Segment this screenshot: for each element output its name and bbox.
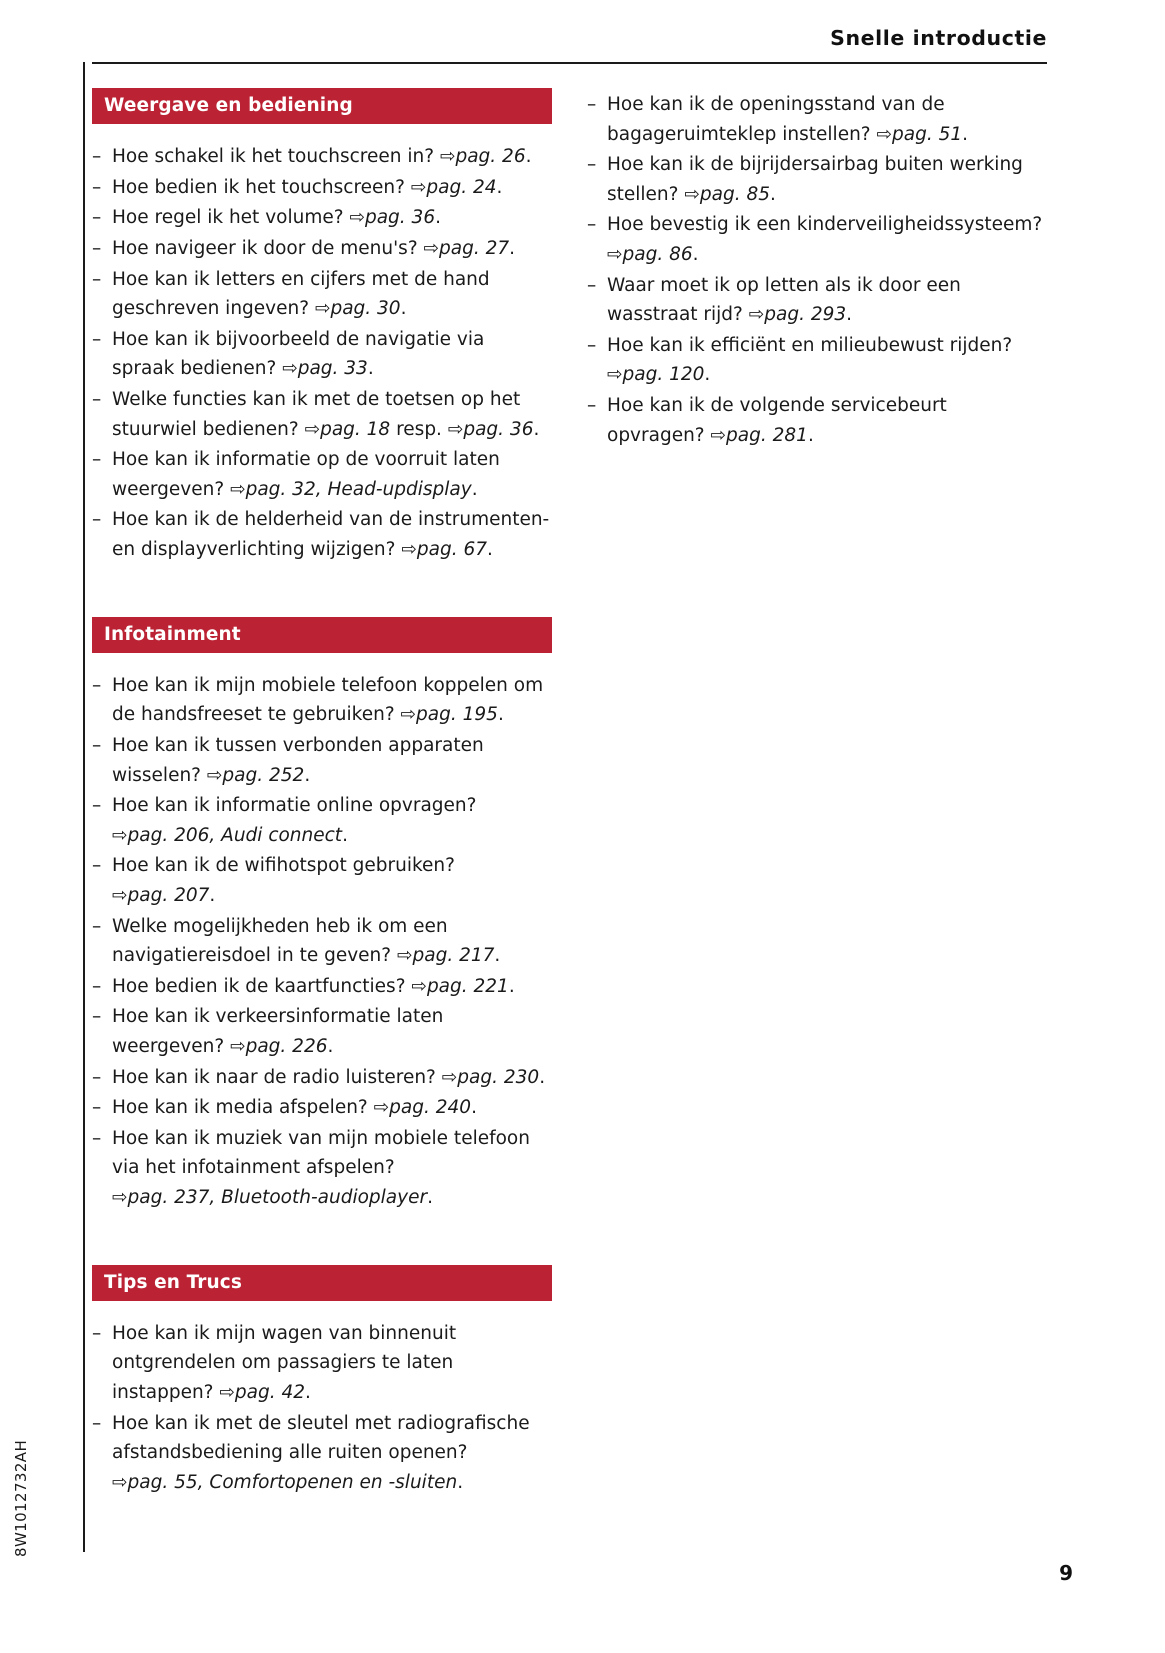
bullet-dash: – bbox=[92, 855, 102, 877]
sentence-terminator: . bbox=[770, 183, 776, 205]
list-item bbox=[92, 791, 552, 850]
page-reference-text: pag. 18 bbox=[320, 418, 391, 440]
section-heading: Tips en Trucs bbox=[92, 1265, 552, 1301]
reference-arrow-icon: ⇨ bbox=[607, 243, 623, 265]
page-reference-link[interactable] bbox=[607, 364, 704, 385]
left-margin-rule bbox=[83, 62, 85, 1552]
sentence-terminator: . bbox=[427, 1186, 433, 1208]
sentence-terminator: . bbox=[471, 1097, 477, 1119]
section-right-continuation bbox=[587, 90, 1047, 450]
question-text: Hoe kan ik naar de radio luisteren? bbox=[112, 1066, 436, 1088]
question-text: Hoe bedien ik de kaartfuncties? bbox=[112, 975, 406, 997]
list-item bbox=[587, 331, 1047, 390]
reference-arrow-icon: ⇨ bbox=[876, 123, 893, 145]
reference-arrow-icon: ⇨ bbox=[314, 298, 331, 320]
reference-arrow-icon: ⇨ bbox=[441, 1066, 458, 1088]
question-text: Hoe bedien ik het touchscreen? bbox=[112, 176, 405, 198]
sentence-terminator: . bbox=[509, 238, 516, 260]
sentence-terminator: . bbox=[400, 298, 407, 320]
page-reference-text: pag. 195 bbox=[416, 704, 498, 726]
reference-arrow-icon: ⇨ bbox=[112, 824, 128, 846]
list-item bbox=[587, 271, 1047, 330]
page-reference-text: pag. 281 bbox=[726, 424, 808, 446]
sentence-terminator: . bbox=[962, 123, 969, 145]
page-reference-text: pag. 33 bbox=[297, 358, 368, 380]
sentence-terminator: . bbox=[457, 1471, 464, 1493]
bullet-dash: – bbox=[92, 328, 102, 350]
page-reference-link[interactable] bbox=[401, 704, 498, 725]
question-list bbox=[92, 671, 552, 1213]
list-item bbox=[587, 90, 1047, 149]
bullet-dash: – bbox=[92, 509, 102, 531]
page-reference-text: pag. 51 bbox=[892, 123, 963, 145]
sentence-terminator: . bbox=[533, 418, 540, 440]
bullet-dash: – bbox=[92, 207, 102, 229]
page-reference-text: pag. 85 bbox=[699, 183, 771, 205]
reference-arrow-icon: ⇨ bbox=[112, 1186, 128, 1208]
list-item bbox=[587, 150, 1047, 209]
list-item bbox=[92, 173, 552, 203]
part-number: 8W1012732AH bbox=[12, 1439, 30, 1557]
reference-arrow-icon: ⇨ bbox=[748, 304, 765, 326]
bullet-dash: – bbox=[92, 1412, 102, 1434]
bullet-dash: – bbox=[92, 1066, 102, 1088]
page-reference-link[interactable] bbox=[230, 1036, 327, 1057]
bullet-dash: – bbox=[92, 735, 102, 757]
question-text: Hoe kan ik de wifihotspot gebruiken? bbox=[112, 855, 455, 877]
reference-arrow-icon: ⇨ bbox=[206, 764, 223, 786]
page-reference-link[interactable] bbox=[219, 1382, 305, 1403]
page-reference-link[interactable] bbox=[411, 177, 497, 198]
bullet-dash: – bbox=[587, 214, 597, 236]
list-item bbox=[92, 972, 552, 1002]
list-item bbox=[92, 505, 552, 564]
question-text: Hoe bevestig ik een kinderveiligheidssysteem? bbox=[607, 214, 1043, 236]
page-reference-text: pag. 252 bbox=[222, 764, 305, 786]
reference-arrow-icon: ⇨ bbox=[410, 176, 427, 198]
page-reference-link[interactable] bbox=[230, 479, 472, 500]
list-item bbox=[92, 851, 552, 910]
list-item bbox=[92, 1063, 552, 1093]
list-item bbox=[92, 234, 552, 264]
question-text: Waar moet ik op letten als ik door een wasstraat rijd? bbox=[607, 274, 961, 326]
sentence-terminator: . bbox=[435, 207, 441, 229]
question-text: Welke functies kan ik met de toetsen op het stuurwiel bedienen? bbox=[112, 389, 521, 440]
page-reference-link[interactable] bbox=[440, 146, 526, 167]
sentence-terminator: . bbox=[487, 538, 493, 560]
page-reference-text: pag. 30 bbox=[330, 298, 401, 320]
page-reference-text: pag. 55, Comfortopenen en -sluiten bbox=[127, 1471, 458, 1493]
section-weergave-en-bediening bbox=[92, 88, 552, 565]
page-reference-text: pag. 293 bbox=[764, 304, 847, 326]
reference-arrow-icon: ⇨ bbox=[684, 183, 700, 205]
sentence-terminator: . bbox=[209, 885, 216, 906]
page-reference-link[interactable] bbox=[448, 419, 534, 440]
sentence-terminator: . bbox=[471, 478, 478, 500]
bullet-dash: – bbox=[92, 1127, 102, 1149]
page-reference-link[interactable] bbox=[282, 358, 368, 379]
page-reference-text: pag. 42 bbox=[234, 1381, 306, 1403]
page-reference-link[interactable] bbox=[315, 298, 401, 319]
page-reference-text: pag. 230 bbox=[457, 1066, 540, 1088]
bullet-dash: – bbox=[92, 449, 102, 471]
section-infotainment bbox=[92, 617, 552, 1213]
question-text: Hoe kan ik media afspelen? bbox=[112, 1097, 368, 1119]
page-reference-text: pag. 36 bbox=[364, 207, 436, 229]
reference-arrow-icon: ⇨ bbox=[230, 478, 246, 500]
reference-connector: resp. bbox=[396, 418, 442, 440]
reference-arrow-icon: ⇨ bbox=[112, 885, 128, 906]
sentence-terminator: . bbox=[327, 1035, 334, 1057]
page-reference-link[interactable] bbox=[374, 1097, 471, 1118]
page-reference-text: pag. 32, Head-updisplay bbox=[245, 478, 472, 500]
reference-arrow-icon: ⇨ bbox=[423, 238, 440, 260]
question-text: Hoe navigeer ik door de menu's? bbox=[112, 238, 418, 260]
list-item bbox=[587, 210, 1047, 269]
bullet-dash: – bbox=[92, 1097, 102, 1119]
reference-arrow-icon: ⇨ bbox=[710, 424, 727, 446]
question-text: Hoe kan ik informatie online opvragen? bbox=[112, 795, 477, 817]
question-text: Hoe kan ik met de sleutel met radiografische afstandsbediening alle ruiten openen? bbox=[112, 1412, 530, 1464]
page-reference-text: pag. 217 bbox=[412, 945, 495, 967]
question-text: Welke mogelijkheden heb ik om een navigatiereisdoel in te geven? bbox=[112, 915, 448, 967]
bullet-dash: – bbox=[92, 146, 102, 168]
question-text: Hoe kan ik de helderheid van de instrumenten- en displayverlichting wijzigen? bbox=[112, 509, 550, 560]
sentence-terminator: . bbox=[846, 304, 853, 326]
question-text: Hoe kan ik informatie op de voorruit laten weergeven? bbox=[112, 449, 500, 500]
reference-arrow-icon: ⇨ bbox=[219, 1381, 235, 1403]
question-text: Hoe kan ik bijvoorbeeld de navigatie via spraak bedienen? bbox=[112, 328, 485, 380]
sentence-terminator: . bbox=[704, 364, 711, 386]
list-item bbox=[92, 1124, 552, 1213]
bullet-dash: – bbox=[92, 975, 102, 997]
list-item bbox=[92, 671, 552, 730]
reference-arrow-icon: ⇨ bbox=[401, 538, 417, 560]
question-text: Hoe kan ik de volgende servicebeurt opvragen? bbox=[607, 394, 947, 446]
sentence-terminator: . bbox=[807, 424, 814, 446]
sentence-terminator: . bbox=[508, 975, 515, 997]
column-right bbox=[587, 88, 1047, 451]
page-reference-text: pag. 36 bbox=[463, 418, 534, 440]
list-item bbox=[92, 142, 552, 172]
header-divider bbox=[92, 62, 1047, 64]
reference-arrow-icon: ⇨ bbox=[373, 1097, 390, 1119]
list-item bbox=[587, 391, 1047, 450]
header-title: Snelle introductie bbox=[830, 26, 1047, 50]
page-reference-link[interactable] bbox=[207, 765, 304, 786]
page-reference-text: pag. 240 bbox=[389, 1097, 472, 1119]
bullet-dash: – bbox=[587, 94, 597, 115]
question-text: Hoe kan ik verkeersinformatie laten weergeven? bbox=[112, 1006, 444, 1057]
list-item bbox=[92, 1409, 552, 1498]
sentence-terminator: . bbox=[497, 704, 504, 726]
bullet-dash: – bbox=[92, 389, 102, 411]
question-list bbox=[587, 90, 1047, 450]
reference-arrow-icon: ⇨ bbox=[230, 1035, 246, 1057]
sentence-terminator: . bbox=[494, 945, 501, 967]
sentence-terminator: . bbox=[525, 146, 532, 168]
page-reference-text: pag. 237, Bluetooth-audioplayer bbox=[127, 1186, 428, 1208]
page-number: 9 bbox=[1059, 1561, 1073, 1585]
question-text: Hoe kan ik muziek van mijn mobiele telefoon via het infotainment afspelen? bbox=[112, 1127, 530, 1179]
question-list bbox=[92, 142, 552, 564]
page-header bbox=[92, 26, 1047, 50]
list-item bbox=[92, 203, 552, 233]
page-reference-link[interactable] bbox=[112, 1472, 457, 1493]
question-text: Hoe kan ik efficiënt en milieubewust rijden? bbox=[607, 334, 1013, 356]
bullet-dash: – bbox=[92, 176, 102, 198]
sentence-terminator: . bbox=[367, 358, 374, 380]
page-reference-link[interactable] bbox=[877, 124, 963, 145]
reference-arrow-icon: ⇨ bbox=[282, 358, 298, 380]
reference-arrow-icon: ⇨ bbox=[607, 364, 623, 386]
page-reference-link[interactable] bbox=[607, 244, 693, 265]
section-heading: Weergave en bediening bbox=[92, 88, 552, 124]
page-reference-text: pag. 120 bbox=[622, 364, 705, 386]
bullet-dash: – bbox=[587, 154, 597, 176]
sentence-terminator: . bbox=[305, 1381, 311, 1403]
page-reference-text: pag. 207 bbox=[127, 885, 210, 906]
question-text: Hoe kan ik letters en cijfers met de hand geschreven ingeven? bbox=[112, 268, 490, 320]
page-reference-text: pag. 27 bbox=[439, 238, 510, 260]
question-text: Hoe kan ik de bijrijdersairbag buiten werking stellen? bbox=[607, 154, 1023, 205]
bullet-dash: – bbox=[92, 268, 102, 290]
bullet-dash: – bbox=[92, 795, 102, 817]
section-tips-en-trucs bbox=[92, 1265, 552, 1498]
page-reference-link[interactable] bbox=[305, 419, 391, 440]
question-text: Hoe kan ik mijn wagen van binnenuit ontgrendelen om passagiers te laten instappen? bbox=[112, 1322, 457, 1403]
page-reference-link[interactable] bbox=[397, 945, 494, 966]
list-item bbox=[92, 325, 552, 384]
page-reference-text: pag. 24 bbox=[426, 176, 497, 198]
page-reference-link[interactable] bbox=[112, 1187, 427, 1208]
page-reference-link[interactable] bbox=[349, 207, 435, 228]
bullet-dash: – bbox=[587, 274, 597, 296]
page-reference-text: pag. 26 bbox=[455, 146, 526, 168]
question-text: Hoe schakel ik het touchscreen in? bbox=[112, 146, 435, 168]
page-reference-link[interactable] bbox=[442, 1067, 539, 1088]
sentence-terminator: . bbox=[304, 764, 311, 786]
page-reference-link[interactable] bbox=[424, 238, 510, 259]
bullet-dash: – bbox=[92, 674, 102, 696]
page-reference-link[interactable] bbox=[684, 184, 770, 205]
question-text: Hoe kan ik mijn mobiele telefoon koppelen om de handsfreeset te gebruiken? bbox=[112, 674, 544, 726]
bullet-dash: – bbox=[587, 334, 597, 356]
page-reference-link[interactable] bbox=[401, 539, 487, 560]
page-reference-link[interactable] bbox=[112, 885, 209, 906]
question-list bbox=[92, 1319, 552, 1498]
page-reference-link[interactable] bbox=[749, 304, 846, 325]
reference-arrow-icon: ⇨ bbox=[396, 945, 413, 967]
page-reference-text: pag. 221 bbox=[426, 975, 509, 997]
reference-arrow-icon: ⇨ bbox=[411, 975, 427, 997]
bullet-dash: – bbox=[92, 1006, 102, 1028]
list-item bbox=[92, 265, 552, 324]
question-text: Hoe kan ik de openingsstand van de bagageruimteklep instellen? bbox=[607, 94, 945, 145]
page-reference-link[interactable] bbox=[411, 976, 508, 997]
reference-arrow-icon: ⇨ bbox=[439, 146, 456, 168]
page-reference-text: pag. 86 bbox=[622, 243, 693, 265]
question-text: Hoe regel ik het volume? bbox=[112, 207, 344, 229]
question-text: Hoe kan ik tussen verbonden apparaten wisselen? bbox=[112, 735, 484, 786]
page-reference-link[interactable] bbox=[112, 825, 342, 846]
list-item bbox=[92, 1319, 552, 1408]
bullet-dash: – bbox=[92, 915, 102, 937]
list-item bbox=[92, 912, 552, 971]
list-item bbox=[92, 1002, 552, 1061]
section-heading: Infotainment bbox=[92, 617, 552, 653]
sentence-terminator: . bbox=[496, 176, 503, 198]
bullet-dash: – bbox=[92, 1322, 102, 1344]
list-item bbox=[92, 1093, 552, 1123]
column-left bbox=[92, 88, 552, 1498]
reference-arrow-icon: ⇨ bbox=[400, 704, 417, 726]
list-item bbox=[92, 385, 552, 444]
list-item bbox=[92, 445, 552, 504]
page-reference-text: pag. 226 bbox=[245, 1035, 328, 1057]
reference-arrow-icon: ⇨ bbox=[447, 418, 464, 440]
page-reference-link[interactable] bbox=[711, 425, 808, 446]
reference-arrow-icon: ⇨ bbox=[304, 418, 321, 440]
bullet-dash: – bbox=[587, 394, 597, 416]
page-reference-text: pag. 67 bbox=[416, 538, 487, 560]
reference-arrow-icon: ⇨ bbox=[349, 207, 365, 229]
reference-arrow-icon: ⇨ bbox=[112, 1471, 128, 1493]
bullet-dash: – bbox=[92, 238, 102, 260]
sentence-terminator: . bbox=[692, 243, 699, 265]
sentence-terminator: . bbox=[342, 824, 348, 846]
page-reference-text: pag. 206, Audi connect bbox=[127, 824, 343, 846]
list-item bbox=[92, 731, 552, 790]
sentence-terminator: . bbox=[539, 1066, 546, 1088]
